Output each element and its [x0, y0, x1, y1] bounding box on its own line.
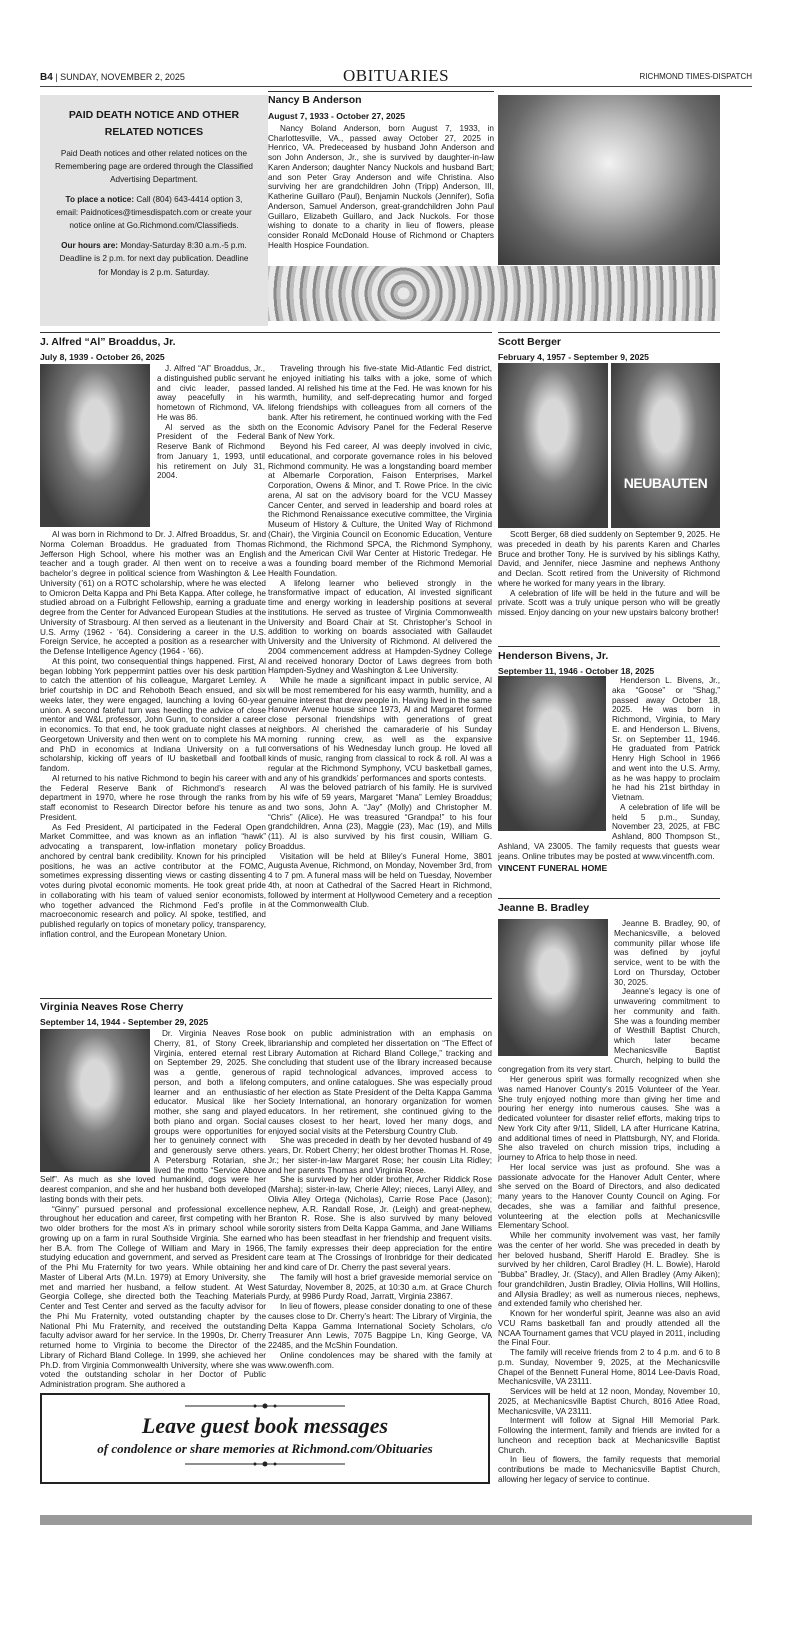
ornament-top-icon [185, 1403, 345, 1409]
paper-name: RICHMOND TIMES-DISPATCH [639, 72, 752, 81]
anderson-rule [268, 91, 494, 92]
broaddus-p8: Beyond his Fed career, Al was deeply involved in civic, educational, and corporate governance roles in his beloved Richmond community. He was a longstanding board member at Albemarle Corporation, Faison Enterprises, Markel Corporation, Owens & Minor, and T. Rowe Price. In the civic arena, Al sat on the advisory board for the VCU Massey Cancer Center, and served in leadership and board roles at the Richmond Renaissance executive committee, the Virginia Museum of History & Culture, the United Way of Richmond (Chair), the Virginia Council on Economic Education, Venture Richmond, the Richmond SPCA, the Richmond Symphony, and the American Civil War Center at Historic Tredegar. He was a founding board member of the Richmond Memorial Health Foundation. [268, 442, 492, 578]
anderson-text: Nancy Boland Anderson, born August 7, 1933, in Charlottesville, VA., passed away October 27, 2025 in Henrico, VA. Predeceased by husband John Anderson and son John Anderson, Jr., she is survived by daughter-in-law Karen Anderson; daughter Nancy Nuckols and husband Bart; and son Peter Gray Anderson and wife Christina. Also surviving her are grandchildren John (Tripp) Anderson, III, Katherine Guillaro (Paul), Benjamin Nuckols (Jennifer), Sofia Anderson, Samuel Anderson, great-grandchildren John Paul Guillaro, Elizabeth Guillaro, and Jack Nuckols. For those wishing to donate to a charity in lieu of flowers, please consider Ronald McDonald House of Richmond or Chapters Health Hospice Foundation. [268, 123, 494, 250]
bradley-p4: Her local service was just as profound. She was a passionate advocate for the Hanover Adult Center, where she served on the Board of Directors, and also dedicated many years to the Hanover County Council on Aging. For decades, she was a familiar and faithful presence, volunteering at the election polls at Mechanicsville Elementary School. [498, 1162, 720, 1231]
bivens-funeral-home: VINCENT FUNERAL HOME [498, 863, 608, 874]
bradley-p1: Jeanne B. Bradley, 90, of Mechanicsville, a beloved community pillar whose life was defined by joyful service, went to be with the Lord on Thursday, October 30, 2025. [614, 919, 720, 987]
broaddus-p5: Al returned to his native Richmond to begin his career with the Federal Reserve Bank of Richmond’s research department in 1970, where he rose through the ranks from staff economist to Research Director before his tenure as President. [40, 773, 266, 822]
issue-date: SUNDAY, NOVEMBER 2, 2025 [60, 72, 185, 82]
broaddus-p1: J. Alfred “Al” Broaddus, Jr., a distinguished public servant and civic leader, passed away peacefully in his hometown of Richmond, VA. He was 86. [157, 364, 265, 422]
bradley-p5: While her community involvement was vast, her family was the center of her world. She was preceded in death by her beloved husband, Sheriff Harold E. Bradley. She is survived by her children, Carol Bradley (H. L. Bowie), Harold “Bubba” Bradley, Jr. (Stacy), and Allen Bradley (Amy Aiken); four grandchildren, Justin Bradley, Olivia Hollins, Will Hollins, and Allysia Bradley; as well as numerous nieces, nephews, and extended family who cherished her. [498, 1231, 720, 1309]
broaddus-p3: Al was born in Richmond to Dr. J. Alfred Broaddus, Sr. and Norma Coleman Broaddus. He graduated from Thomas Jefferson High School, where his mother was an English teacher and a tough grader. Al then went on to receive a bachelor’s degree in political science from Washington & Lee University (’61) on a ROTC scholarship, where he was elected to Omicron Delta Kappa and Phi Beta Kappa. After college, he studied abroad on a Fulbright Fellowship, earning a graduate degree from the Center for Advanced European Studies at the University of Strasbourg. Al then served as a lieutenant in the U.S. Army (1962 - ’64). Considering a career in the U.S. Foreign Service, he accepted a position as a researcher with the Defense Intelligence Agency (1964 - ’66). [40, 530, 266, 656]
page-folio: B4 | SUNDAY, NOVEMBER 2, 2025 [40, 72, 185, 83]
bradley-rule [498, 898, 720, 899]
bradley-header [498, 902, 720, 915]
bradley-p9: Interment will follow at Signal Hill Memorial Park. Following the interment, family and friends are invited for a luncheon and reception back at Mechanicsville Baptist Church. [498, 1416, 720, 1455]
header-rule [40, 86, 752, 87]
bradley-p2: Jeanne’s legacy is one of unwavering commitment to her community and faith. She was a founding member of Westhill Baptist Church, which later became Mechanicsville Baptist Church, helping to build the congregation from its very start. [498, 987, 720, 1075]
cherry-dates: September 14, 1944 - September 29, 2025 [40, 1016, 209, 1027]
cherry-p4: She was preceded in death by her devoted husband of 49 years, Dr. Robert Cherry; her oldest brother Thomas H. Rose, Jr.; her sister-in-law Margaret Rose; her cousin Lita Ridley; and her parents Thomas and Virginia Rose. [268, 1136, 492, 1175]
anderson-dates: August 7, 1933 - October 27, 2025 [268, 110, 406, 121]
berger-photo-young [498, 363, 608, 528]
candle-photo [498, 95, 720, 265]
broaddus-col1-top [157, 364, 265, 481]
cherry-name: Virginia Neaves Rose Cherry [40, 1001, 184, 1013]
broaddus-p9: A lifelong learner who believed strongly in the transformative impact of education, Al invested significant time and energy working in leadership positions at several institutions. He served as trustee of Virginia Commonwealth University and Board Chair at St. Christopher’s School in addition to working on boards associated with Gallaudet University and the University of Richmond. Al delivered the 2004 commencement address at Hampden-Sydney College and received honorary Doctor of Laws degrees from both Hampden-Sydney and Washington & Lee University. [268, 578, 492, 676]
berger-p2: A celebration of life will be held in the future and will be private. Scott was a truly unique person who will be greatly missed. Enjoy dancing on your new upstairs balcony brother! [498, 588, 720, 617]
bradley-p10: In lieu of flowers, the family requests that memorial contributions be made to Mechanicsville Baptist Church, allowing her legacy of service to continue. [498, 1455, 720, 1484]
broaddus-rule [40, 332, 492, 333]
cherry-p6: The family will host a brief graveside memorial service on Saturday, November 8, 2025, at 10:30 a.m. at Grace Church Purdy, at 9986 Purdy Road, Jarratt, Virginia 23867. [268, 1272, 492, 1302]
bradley-p6: Known for her wonderful spirit, Jeanne was also an avid VCU Rams basketball fan and proudly attended all the NCAA Tournament games that VCU played in 2011, including the Final Four. [498, 1309, 720, 1348]
bivens-p2: A celebration of life will be held 5 p.m., Sunday, November 23, 2025, at FBC Ashland, 800 Thompson St., Ashland, VA 23005. The family requests that guests wear jeans. Online tributes may be posted at www.vincentfh.com. [498, 802, 720, 861]
section-title: OBITUARIES [342, 66, 450, 85]
guestbook-title: Leave guest book messages [141, 1413, 389, 1438]
cherry-p5: She is survived by her older brother, Archer Riddick Rose (Marsha); sister-in-law, Cherie Alley; nieces, Lanyi Alley, and Olivia Alley Ortega (Nicholas), Carrie Rose Pace (Jason); nephew, A.R. Randall Rose, Jr. (Leigh) and great-nephew, Branton R. Rose. She is also survived by many beloved sorority sisters from Delta Kappa Gamma, and Jane Williams who has been steadfast in her friendship and frequent visits. The family expresses their deep appreciation for the entire care team at The Crossings of Ironbridge for their dedicated and kind care of Dr. Cherry the past several years. [268, 1175, 492, 1272]
cherry-col1 [40, 1029, 266, 1390]
cherry-header [40, 1001, 492, 1028]
notice-intro: Paid Death notices and other related notices on the Remembering page are ordered through the Classified Advertising Department. [55, 148, 253, 184]
bradley-p7: The family will receive friends from 2 to 4 p.m. and 6 to 8 p.m. Sunday, November 9, 2025, at the Mechanicsville Chapel of the Bennett Funeral Home, 8014 Lee-Davis Road, Mechanicsville, VA 23111. [498, 1348, 720, 1387]
cherry-p2: “Ginny” pursued personal and professional excellence throughout her education and career, first competing with her two older brothers for the most A’s in primary school while growing up on a farm in rural Southside Virginia. She earned her B.A. from The College of William and Mary in 1966, studying education and government, and served as President of the Phi Mu Fraternity for two years. While obtaining her Master of Liberal Arts (M.Ln. 1979) at Emory University, she met and married her husband, a fellow student. At West Georgia College, she directed both the Teaching Materials Center and Test Center and served as the faculty advisor for the Phi Mu Fraternity, voted outstanding chapter by the National Phi Mu Fraternity, and received the outstanding faculty advisor award for her service. In the 1990s, Dr. Cherry returned home to Virginia to become the Director of the Library of Richard Bland College. In 1999, she achieved her Ph.D. from Virginia Commonwealth University, where she was voted the outstanding scholar in her Doctor of Public Administration program. She authored a [40, 1204, 266, 1389]
broaddus-p4: At this point, two consequential things happened. First, Al began lobbing York peppermint patties over his desk partition to catch the attention of his colleague, Margaret Lemley. A brief courtship in DC and Rehoboth Beach ensued, and six weeks later, they were engaged, launching a loving 60-year union. A second fateful turn was heeding the advice of close mentor and W&L professor, John Gunn, to consider a career in economics. To that end, he took graduate night classes at Georgetown University and then went on to complete his MA and PhD in economics at Indiana University on a full scholarship, kicking off years of IU basketball and football fandom. [40, 656, 266, 773]
broaddus-name: J. Alfred “Al” Broaddus, Jr. [40, 336, 176, 348]
bivens-photo-gap [498, 676, 612, 833]
cherry-col2 [268, 1029, 492, 1370]
bivens-p1: Henderson L. Bivens, Jr., aka “Goose” or “Shag,” passed away October 18, 2025. He was born in Richmond, Virginia, to Mary E. and Henderson L. Bivens, Sr. on September 11, 1946. He graduated from Patrick Henry High School in 1966 and went into the U.S. Army, as he was happy to proclaim he had his 21st birthday in Vietnam. [612, 676, 720, 802]
broaddus-p10: While he made a significant impact in public service, Al will be most remembered for his easy warmth, humility, and a genuine interest that drew people in. Having lived in the same Hanover Avenue house since 1973, Al and Margaret formed close personal friendships with generations of great neighbors. Al cherished the camaraderie of his Sunday morning running crew, as well as the expansive conversations of his Wednesday lunch group. He loved all kinds of music, ranging from classical to rock & roll. Al was a regular at the Richmond Symphony, VCU basketball games, and any of his grandkids’ performances and sports contests. [268, 676, 492, 783]
bivens-header [498, 650, 720, 677]
ornament-bottom-icon [185, 1461, 345, 1467]
notice-title: PAID DEATH NOTICE AND OTHER RELATED NOTICES [68, 109, 240, 138]
cherry-p8: Online condolences may be shared with the family at www.owenfh.com. [268, 1350, 492, 1370]
footer-bar [40, 1515, 752, 1525]
broaddus-p11: Al was the beloved patriarch of his family. He is survived by his wife of 59 years, Margaret “Mana” Lemley Broaddus; and two sons, John A. “Jay” (Molly) and Christopher M. “Chris” (Alice). He was treasured “Grandpa!” to his four grandchildren, Anna (23), Maggie (23), Mac (19), and Mills (11). Al is also survived by his first cousin, William G. Broaddus. [268, 783, 492, 851]
bradley-p8: Services will be held at 12 noon, Monday, November 10, 2025, at Mechanicsville Baptist Church, 8016 Atlee Road, Mechanicsville, VA 23111. [498, 1387, 720, 1416]
notice-hours [54, 239, 254, 278]
cherry-p7: In lieu of flowers, please consider donating to one of these causes close to Dr. Cherry’s heart: The Library of Virginia, the Delta Kappa Gamma International Society Scholars, c/o Treasurer Ann Lewis, 7075 Bagpipe Ln, King George, VA 22485, and the McShin Foundation. [268, 1302, 492, 1350]
bivens-name: Henderson Bivens, Jr. [498, 650, 609, 662]
broaddus-p12: Visitation will be held at Bliley’s Funeral Home, 3801 Augusta Avenue, Richmond, on Monday, November 3rd, from 4 to 7 pm. A funeral mass will be held on Tuesday, November 4th, at noon at Cathedral of the Sacred Heart in Richmond, followed by interment at Hollywood Cemetery and a reception at the Commonwealth Club. [268, 851, 492, 910]
broaddus-header [40, 336, 266, 363]
broaddus-col2 [268, 364, 492, 910]
notice-place-text: Call (804) 643-4414 option 3, email: Paidnotices@timesdispatch.com or create your notice online at Go.Richmond.com/Classifieds. [56, 194, 252, 231]
berger-dates: February 4, 1957 - September 9, 2025 [498, 351, 649, 362]
berger-rule [498, 332, 720, 333]
anderson-obituary [268, 94, 494, 251]
notice-hours-label: Our hours are: [61, 241, 119, 251]
paid-notice-box [40, 95, 268, 326]
broaddus-col1 [40, 530, 266, 940]
flower-banner [268, 266, 720, 321]
anderson-name: Nancy B Anderson [268, 94, 362, 106]
berger-p1: Scott Berger, 68 died suddenly on September 9, 2025. He was preceded in death by his parents Karen and Charles Bruce and brother Tony. He is survived by his siblings Kathy, David, and Jennifer, niece Jasmine and nephews Anthony and Declan. Scott retired from the University of Richmond where he worked for many years in the library. [498, 530, 720, 588]
berger-body [498, 530, 720, 618]
bivens-body [498, 676, 720, 873]
cherry-rule [40, 998, 492, 999]
berger-name: Scott Berger [498, 336, 562, 348]
bradley-name: Jeanne B. Bradley [498, 902, 590, 914]
bradley-photo-gap [498, 919, 614, 1057]
berger-header [498, 336, 720, 363]
bivens-rule [498, 646, 720, 647]
berger-photo-adult [611, 363, 720, 528]
guestbook-subtitle: of condolence or share memories at Richmond.com/Obituaries [97, 1441, 433, 1456]
notice-place [54, 193, 254, 232]
bradley-p3: Her generous spirit was formally recognized when she was named Hanover County’s 2015 Volunteer of the Year. She truly enjoyed nothing more than giving her time and pouring her energy into numerous causes. She was a dedicated volunteer for disaster relief efforts, making trips to New York City after 9/11, Slidell, LA after Hurricane Katrina, and additional times of need in Plattsburgh, NY, and Florida. She also traveled on church mission trips, including a journey to Africa to help those in need. [498, 1075, 720, 1162]
cherry-p1: Dr. Virginia Neaves Rose Cherry, 81, of Stony Creek, Virginia, entered eternal rest on September 29, 2025. She was a gentle, generous person, and both a lifelong learner and an enthusiastic educator. Musical like her mother, she sang and played both piano and organ. Social groups were opportunities for her to genuinely connect with and generously serve others. A Petersburg Rotarian, she lived the motto “Service Above Self”. As much as she loved humankind, dogs were her dearest companion, and she and her husband both developed lasting bonds with their pets. [40, 1029, 266, 1204]
notice-hours-text: Monday-Saturday 8:30 a.m.-5 p.m. Deadline is 2 p.m. for next day publication. Deadline for Monday is 2 p.m. Saturday. [59, 241, 249, 277]
broaddus-photo [40, 364, 150, 527]
broaddus-p7: Traveling through his five-state Mid-Atlantic Fed district, he enjoyed initiating his talks with a joke, some of which landed. Al relished his time at the Fed. He was known for his warmth, humility, and self-deprecating humor and forged lifelong friendships with colleagues from all corners of the bank. After his retirement, he continued working with the Fed on the Economic Advisory Panel for the Federal Reserve Bank of New York. [268, 364, 492, 442]
notice-place-label: To place a notice: [65, 194, 135, 204]
guestbook-ad[interactable] [40, 1393, 490, 1484]
broaddus-p6: As Fed President, Al participated in the Federal Open Market Committee, and was known as an inflation “hawk” advocating a transparent, low-inflation monetary policy anchored by central bank credibility. Known for his principled positions, he was an active contributor at the FOMC, sometimes expressing dissenting views or casting dissenting votes during pivotal economic moments. He took great pride in collaborating with his team of valued senior economists, who together advanced the Richmond Fed’s profile in macroeconomic research and policy. Al spoke, testified, and published regularly on topics of monetary policy, transparency, inflation control, and the European Monetary Union. [40, 822, 266, 939]
broaddus-p2: Al served as the sixth President of the Federal Reserve Bank of Richmond from January 1, 1993, until his retirement on July 31, 2004. [157, 422, 265, 481]
bivens-dates: September 11, 1946 - October 18, 2025 [498, 665, 655, 676]
bradley-body [498, 919, 720, 1485]
berger-shirt-text: NEUBAUTEN [623, 475, 708, 491]
cherry-p3: book on public administration with an emphasis on librarianship and completed her dissertation on “The Effect of Library Automation at Richard Bland College,” tracking and concluding that student use of the library increased because of rapid technological advances, improved access to computers, and online catalogues. She was especially proud of her election as State President of the Delta Kappa Gamma Society International, an honorary organization for women educators. In her retirement, she continued giving to the causes closest to her heart, loved her many dogs, and enjoyed social visits at the Petersburg Country Club. [268, 1029, 492, 1136]
cherry-photo-gap [40, 1029, 154, 1174]
broaddus-dates: July 8, 1939 - October 26, 2025 [40, 351, 165, 362]
